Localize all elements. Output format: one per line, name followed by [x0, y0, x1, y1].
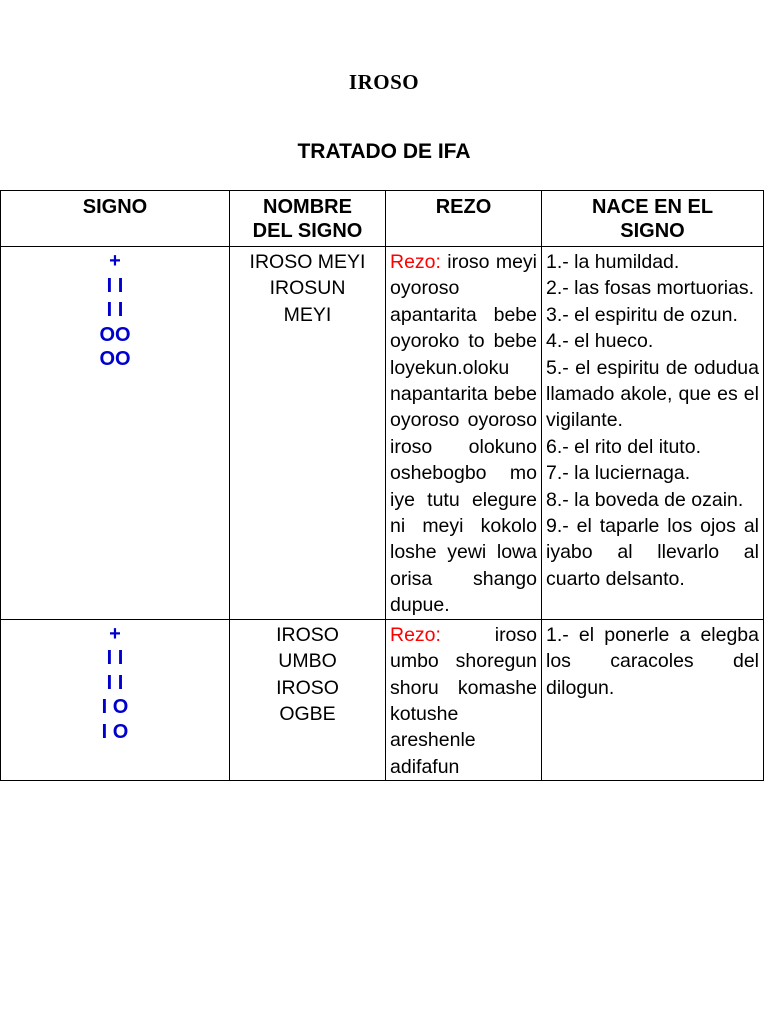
nombre-line: IROSO [276, 623, 339, 646]
header-nace-line1: NACE EN EL [591, 196, 714, 218]
nace-item: 1.- la humildad. [546, 251, 680, 273]
nace-cell [542, 619, 764, 780]
nace-cell [542, 247, 764, 620]
nace-item: 3.- el espiritu de ozun. [546, 303, 738, 326]
table-row [1, 247, 764, 620]
header-nace [542, 191, 764, 247]
header-nombre-line1: NOMBRE [263, 196, 352, 218]
nombre-cell [230, 247, 386, 620]
signo-mark: I O [101, 696, 129, 719]
table-header-row [1, 191, 764, 247]
signs-table [0, 190, 764, 781]
nombre-line: OGBE [279, 702, 336, 725]
nace-item: 7.- la luciernaga. [546, 462, 691, 485]
signo-mark: I I [106, 299, 124, 321]
header-nombre-line2: DEL SIGNO [252, 220, 363, 242]
rezo-text: iroso meyi oyoroso apantarita bebe oyoroko to bebe loyekun.oloku napantarita bebe oyoroso oyoroso iroso olokuno oshebogbo mo iye tutu elegure ni meyi kokolo loshe yewi lowa orisa shango dupue. [390, 251, 537, 617]
nace-item: 6.- el rito del ituto. [546, 435, 701, 458]
signo-mark: I I [106, 274, 124, 297]
signo-mark: + [109, 250, 121, 272]
rezo-text: iroso umbo shoregun shoru komashe kotushe areshenle adifafun [390, 623, 537, 778]
nombre-cell [230, 619, 386, 780]
nombre-line: UMBO [278, 650, 337, 673]
signo-cell [1, 619, 230, 780]
rezo-cell [386, 247, 542, 620]
signo-mark: I I [106, 647, 124, 670]
rezo-cell [386, 619, 542, 780]
signo-mark: OO [99, 348, 131, 370]
rezo-label: Rezo: [390, 623, 441, 646]
table-row [1, 619, 764, 780]
signo-mark: I I [106, 671, 124, 694]
signo-mark: + [109, 622, 121, 645]
nace-item: 8.- la boveda de ozain. [546, 488, 744, 511]
nombre-line: IROSO MEYI [249, 251, 366, 273]
nace-item: 9.- el taparle los ojos al iyabo al llevarlo al cuarto delsanto. [546, 515, 759, 590]
nace-item: 1.- el ponerle a elegba los caracoles del dilogun. [546, 623, 759, 699]
signo-cell [1, 247, 230, 620]
nace-item: 2.- las fosas mortuorias. [546, 277, 755, 300]
header-signo: SIGNO [1, 191, 230, 247]
signo-mark: OO [99, 323, 131, 346]
nace-item: 4.- el hueco. [546, 330, 654, 353]
document-subtitle: TRATADO DE IFA [297, 140, 471, 163]
header-rezo: REZO [386, 191, 542, 247]
nombre-line: IROSUN [269, 277, 346, 300]
header-nombre [230, 191, 386, 247]
nombre-line: MEYI [283, 303, 332, 326]
nace-item: 5.- el espiritu de odudua llamado akole, que es el vigilante. [546, 356, 759, 432]
rezo-label: Rezo: [390, 251, 441, 273]
header-nace-line2: SIGNO [620, 220, 685, 242]
nombre-line: IROSO [276, 676, 339, 699]
page-title: IROSO [348, 70, 420, 94]
signo-mark: I O [101, 720, 129, 743]
